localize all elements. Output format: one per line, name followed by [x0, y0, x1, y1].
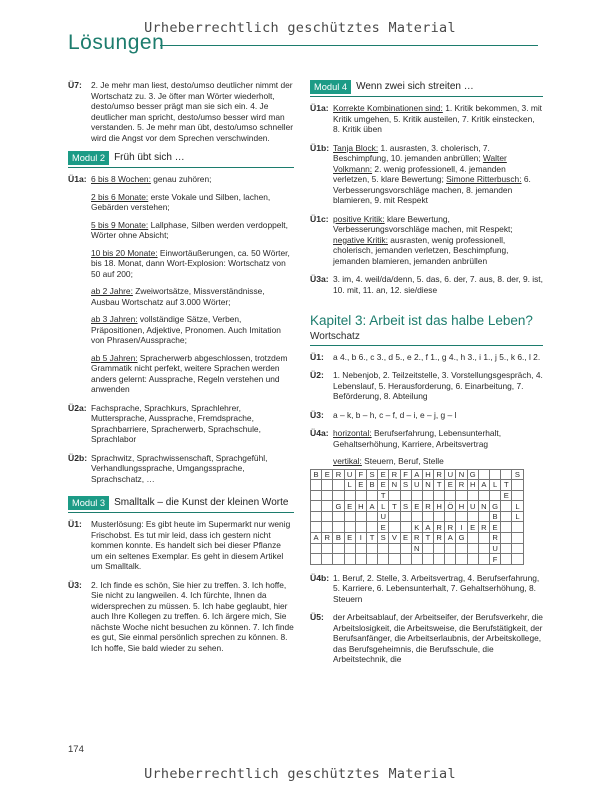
grid-cell — [411, 554, 422, 565]
grid-cell — [322, 543, 333, 554]
grid-cell — [478, 543, 489, 554]
grid-cell: Ö — [445, 501, 456, 512]
grid-cell — [478, 490, 489, 501]
grid-cell: R — [434, 522, 445, 533]
grid-cell — [467, 554, 478, 565]
exercise-u1a-left — [68, 174, 294, 395]
grid-cell: B — [311, 469, 322, 480]
grid-cell: K — [411, 522, 422, 533]
exercise-label: Ü1: — [68, 519, 82, 529]
stage-text: vollständige Sätze, Verben, Präpositionen, Adjektive, Pronomen. Auch Imitation von Phrasen/Aussprache; — [91, 314, 281, 345]
exercise-text: Fachsprache, Sprachkurs, Sprachlehrer, Muttersprache, Aussprache, Fremdsprache, Sprachbarriere, Spracherwerb, Sprachschule, Sprachlabor — [91, 402, 261, 444]
exercise-label: Ü2b: — [68, 452, 88, 463]
grid-cell — [478, 533, 489, 544]
grid-cell — [422, 543, 433, 554]
grid-cell: H — [355, 501, 366, 512]
exercise-u1-left — [68, 519, 294, 572]
grid-cell — [445, 543, 456, 554]
exercise-label: Ü3a: — [310, 274, 329, 284]
grid-cell — [512, 543, 523, 554]
exercise-label: Ü3: — [310, 409, 324, 420]
grid-cell — [478, 469, 489, 480]
answer-text: 1. ausrasten, 3. cholerisch, 7. Beschimpfung, 10. jemanden anbrüllen; — [333, 142, 490, 163]
modul-badge: Modul 4 — [310, 80, 351, 94]
grid-cell: N — [478, 501, 489, 512]
grid-cell: U — [467, 501, 478, 512]
exercise-text: 2. Je mehr man liest, desto/umso deutlicher nimmt der Wortschatz zu. 3. Je öfter man Wörter wiederholt, desto/umso besser prägt man sie sich ein. 4. Je deutlicher man spricht, desto/umso besser wird man verstanden. 5. Je mehr man übt, desto/umso schneller wird die Angst vor dem Sprechen verschwinden. — [91, 80, 294, 143]
grid-cell: T — [378, 490, 389, 501]
grid-row — [311, 469, 524, 480]
modul-badge: Modul 2 — [68, 151, 109, 165]
exercise-w-u2 — [310, 370, 543, 402]
stage-item — [91, 286, 294, 307]
grid-cell — [344, 522, 355, 533]
stage-head: 6 bis 8 Wochen: — [91, 174, 151, 184]
grid-cell — [467, 490, 478, 501]
exercise-w-u4b — [310, 573, 543, 605]
grid-cell: T — [434, 480, 445, 491]
grid-cell — [344, 511, 355, 522]
grid-cell: L — [490, 480, 501, 491]
grid-cell: I — [355, 533, 366, 544]
exercise-text: der Arbeitsablauf, der Arbeitseifer, der Berufsverkehr, die Arbeitslosigkeit, die Arbeitsweise, die Berufstätigkeit, der Berufsanfänger, die Arbeitserlaubnis, der Arbeitskollege, das Berufsgeheimnis, die Berufsschule, die Arbeitstechnik, die — [333, 612, 543, 665]
grid-cell: S — [366, 469, 377, 480]
grid-row — [311, 480, 524, 491]
grid-cell: A — [411, 469, 422, 480]
grid-cell: U — [445, 469, 456, 480]
exercise-label: Ü2: — [310, 370, 324, 380]
stage-text: Einwortäußerungen, ca. 50 Wörter, bis 18. Monat, dann Wort-Explosion: Wortschatz von 50 auf 200; — [91, 247, 290, 279]
grid-cell: R — [322, 533, 333, 544]
grid-cell: A — [366, 501, 377, 512]
grid-cell: R — [434, 533, 445, 544]
exercise-w-u1 — [310, 352, 543, 363]
grid-cell: A — [422, 522, 433, 533]
grid-cell — [478, 511, 489, 522]
stage-text: erste Vokale und Silben, lachen, Gebärden verstehen; — [91, 191, 271, 212]
page-number: 174 — [68, 744, 84, 755]
grid-cell — [378, 554, 389, 565]
exercise-body — [333, 428, 543, 467]
chapter-title: Kapitel 3: Arbeit ist das halbe Leben? — [310, 313, 533, 328]
grid-cell: L — [512, 511, 523, 522]
grid-cell: U — [411, 480, 422, 491]
answer-text: 1. Kritik bekommen, 3. mit Kritik umgehen, 5. Kritik austeilen, 7. Kritik einstecken, 8. Kritik üben — [333, 103, 543, 134]
stage-head: ab 5 Jahren: — [91, 352, 138, 363]
grid-cell — [333, 554, 344, 565]
grid-cell — [311, 490, 322, 501]
grid-cell — [400, 522, 411, 533]
grid-cell: U — [344, 469, 355, 480]
stage-head: 2 bis 6 Monate: — [91, 191, 149, 202]
exercise-label: Ü1c: — [310, 213, 329, 224]
grid-cell — [501, 511, 512, 522]
grid-cell — [445, 554, 456, 565]
grid-cell — [445, 490, 456, 501]
grid-cell — [456, 554, 467, 565]
grid-cell — [366, 522, 377, 533]
grid-cell — [378, 543, 389, 554]
grid-cell: N — [456, 469, 467, 480]
grid-cell: B — [366, 480, 377, 491]
grid-cell: R — [333, 469, 344, 480]
grid-cell: G — [490, 501, 501, 512]
exercise-text: 1. Nebenjob, 2. Teilzeitstelle, 3. Vorstellungsgespräch, 4. Lebenslauf, 5. Herausforderung, 6. Einarbeitung, 7. Beförderung, 8. Abteilung — [333, 370, 543, 401]
exercise-body — [333, 214, 543, 267]
grid-cell: L — [344, 480, 355, 491]
grid-cell — [355, 522, 366, 533]
modul-3-heading — [68, 496, 294, 513]
exercise-u2b — [68, 453, 294, 485]
page-header — [68, 31, 538, 61]
grid-row — [311, 522, 524, 533]
exercise-text: 3. im, 4. weil/da/denn, 5. das, 6. der, 7. aus, 8. der, 9. ist, 10. mit, 11. an, 12. sie/diese — [333, 274, 543, 295]
grid-cell — [400, 543, 411, 554]
exercise-label: Ü5: — [310, 612, 324, 623]
grid-cell: F — [490, 554, 501, 565]
exercise-text: Musterlösung: Es gibt heute im Supermarkt nur wenig Frischobst. Es tut mir leid, dass ich gestern nicht kommen konnte. Es handelt sich bei dieser Pflanze um ein seltenes Exemplar. Es geht in diesem Artikel um Smalltalk. — [91, 519, 291, 571]
word-search-grid — [310, 469, 524, 565]
exercise-label: Ü1a: — [68, 174, 87, 184]
grid-cell — [333, 480, 344, 491]
grid-cell: E — [400, 533, 411, 544]
grid-cell: G — [467, 469, 478, 480]
grid-cell: T — [389, 501, 400, 512]
grid-cell — [311, 522, 322, 533]
grid-cell — [389, 522, 400, 533]
answer-head: Tanja Block: — [333, 142, 379, 153]
grid-cell: U — [378, 511, 389, 522]
stage-item — [91, 220, 294, 241]
grid-cell — [467, 543, 478, 554]
grid-cell — [501, 522, 512, 533]
grid-row — [311, 543, 524, 554]
grid-cell — [311, 554, 322, 565]
modul-badge: Modul 3 — [68, 496, 109, 510]
grid-cell — [311, 501, 322, 512]
stage-text: Zweiwortsätze, Missverständnisse, Ausbau Wortschatz auf 3.000 Wörter; — [91, 286, 265, 307]
grid-cell: T — [366, 533, 377, 544]
grid-cell — [501, 554, 512, 565]
exercise-w-u4a — [310, 428, 543, 467]
grid-cell: L — [512, 501, 523, 512]
grid-cell — [322, 501, 333, 512]
vertical-answers — [333, 456, 543, 467]
grid-row — [311, 490, 524, 501]
exercise-label: Ü4a: — [310, 428, 329, 438]
grid-cell: E — [411, 501, 422, 512]
grid-cell — [311, 511, 322, 522]
grid-cell — [467, 533, 478, 544]
grid-cell — [366, 543, 377, 554]
grid-row — [311, 533, 524, 544]
grid-cell: H — [467, 480, 478, 491]
grid-cell: E — [490, 522, 501, 533]
grid-cell — [322, 522, 333, 533]
grid-cell — [389, 511, 400, 522]
grid-cell — [422, 490, 433, 501]
grid-cell — [322, 490, 333, 501]
watermark-bottom: Urheberrechtlich geschütztes Material — [144, 766, 456, 782]
grid-cell: I — [456, 522, 467, 533]
grid-cell — [366, 554, 377, 565]
answer-text: 6. Verbesserungsvorschläge machen, 8. jemanden blamieren, 9. mit Respekt — [333, 174, 531, 205]
grid-row — [311, 511, 524, 522]
left-column — [68, 80, 294, 661]
grid-cell — [355, 490, 366, 501]
grid-cell: A — [311, 533, 322, 544]
grid-cell: B — [333, 533, 344, 544]
exercise-label: Ü1a: — [310, 103, 329, 113]
stage-item — [91, 248, 294, 280]
exercise-label: Ü2a: — [68, 402, 87, 413]
grid-cell — [512, 480, 523, 491]
answer-text: 2. wenig professionell, 4. jemanden verletzen, 5. klare Bewertung; — [333, 163, 506, 184]
exercise-label: Ü1: — [310, 351, 324, 362]
grid-cell: R — [445, 522, 456, 533]
grid-cell: U — [490, 543, 501, 554]
answer-text: klare Bewertung, Verbesserungsvorschläge machen, mit Respekt; — [333, 213, 513, 234]
grid-cell: R — [389, 469, 400, 480]
exercise-u7 — [68, 80, 294, 143]
grid-cell — [478, 554, 489, 565]
exercise-u2a — [68, 403, 294, 445]
grid-cell — [333, 543, 344, 554]
grid-cell: E — [378, 469, 389, 480]
grid-cell: N — [422, 480, 433, 491]
stage-item — [91, 353, 294, 395]
grid-cell: E — [467, 522, 478, 533]
stage-head: 10 bis 20 Monate: — [91, 247, 158, 258]
grid-cell — [333, 511, 344, 522]
answer-text: Berufserfahrung, Lebensunterhalt, Gehaltserhöhung, Karriere, Arbeitsvertrag — [333, 428, 502, 449]
grid-cell — [467, 511, 478, 522]
stage-head: ab 3 Jahren: — [91, 314, 138, 324]
stage-item — [91, 174, 294, 185]
grid-cell: E — [322, 469, 333, 480]
grid-cell: R — [456, 480, 467, 491]
grid-cell: S — [400, 501, 411, 512]
grid-cell — [322, 511, 333, 522]
modul-2-heading — [68, 151, 294, 168]
exercise-label: Ü1b: — [310, 142, 330, 153]
grid-cell — [434, 554, 445, 565]
grid-cell: R — [411, 533, 422, 544]
grid-cell: T — [422, 533, 433, 544]
grid-cell: G — [456, 533, 467, 544]
modul-4-heading — [310, 80, 543, 97]
grid-cell — [512, 533, 523, 544]
grid-cell — [400, 554, 411, 565]
grid-cell: R — [422, 501, 433, 512]
grid-cell — [366, 490, 377, 501]
stage-text: genau zuhören; — [150, 174, 212, 184]
answer-head: Korrekte Kombinationen sind: — [333, 103, 443, 113]
modul-title: Smalltalk – die Kunst der kleinen Worte — [114, 497, 289, 508]
grid-cell — [333, 490, 344, 501]
grid-cell — [434, 543, 445, 554]
exercise-u1b — [310, 143, 543, 206]
exercise-text: Sprachwitz, Sprachwissenschaft, Sprachgefühl, Verhandlungssprache, Umgangssprache, Sprachschatz, … — [91, 452, 268, 484]
grid-cell — [311, 543, 322, 554]
exercise-u1a-right — [310, 103, 543, 135]
grid-cell: S — [378, 533, 389, 544]
grid-cell: E — [344, 501, 355, 512]
grid-cell — [311, 480, 322, 491]
grid-cell: F — [400, 469, 411, 480]
grid-cell: A — [478, 480, 489, 491]
exercise-w-u3 — [310, 410, 543, 421]
grid-cell — [333, 522, 344, 533]
modul-title: Früh übt sich … — [114, 152, 185, 163]
exercise-text: 2. Ich finde es schön, Sie hier zu treffen. 3. Ich hoffe, Sie nicht zu langweilen. 4. Ich fürchte, Ihnen da widersprechen zu müssen. 5. Ich habe geglaubt, hier auch Ihre Kollegen zu treffen. 6. Ich ärgere mich, Sie nächste Woche nicht besuchen zu können. 7. Ich finde es gut, Sie einmal persönlich sprechen zu können. 8. Ich hoffe, Sie bald wieder zu sehen. — [91, 579, 294, 653]
answer-head: horizontal: — [333, 428, 372, 438]
grid-cell — [389, 554, 400, 565]
answer-text: ausrasten, wenig professionell, cholerisch, jemanden verletzen, Beschimpfung, jemanden blamieren, jemanden anbrüllen — [333, 234, 509, 266]
grid-cell — [512, 522, 523, 533]
grid-cell — [434, 490, 445, 501]
modul-title: Wenn zwei sich streiten … — [356, 81, 474, 92]
exercise-label: Ü3: — [68, 579, 82, 590]
stage-head: ab 2 Jahre: — [91, 286, 133, 296]
grid-cell — [344, 490, 355, 501]
grid-row — [311, 501, 524, 512]
grid-cell: A — [445, 533, 456, 544]
exercise-label: Ü7: — [68, 80, 82, 90]
grid-cell: N — [411, 543, 422, 554]
grid-cell — [501, 533, 512, 544]
section-heading: Wortschatz — [310, 332, 543, 346]
grid-cell: E — [344, 533, 355, 544]
grid-cell — [411, 511, 422, 522]
grid-cell — [355, 543, 366, 554]
exercise-label: Ü4b: — [310, 572, 330, 583]
grid-cell: H — [456, 501, 467, 512]
grid-cell: H — [422, 469, 433, 480]
stage-text: Spracherwerb abgeschlossen, trotzdem Grammatik nicht perfekt, weitere Sprachen werden anders gelernt: Aussprache, Regeln verstehen und anwenden — [91, 352, 288, 394]
grid-cell: E — [355, 480, 366, 491]
grid-cell — [355, 554, 366, 565]
grid-cell: F — [355, 469, 366, 480]
grid-cell — [400, 511, 411, 522]
grid-cell: E — [378, 522, 389, 533]
grid-cell — [456, 490, 467, 501]
grid-cell: E — [378, 480, 389, 491]
stage-head: 5 bis 9 Monate: — [91, 219, 149, 230]
answer-head: Walter Volkmann: — [333, 153, 507, 174]
grid-cell — [456, 543, 467, 554]
grid-cell — [501, 543, 512, 554]
exercise-w-u5 — [310, 612, 543, 665]
grid-cell: E — [445, 480, 456, 491]
answer-head: positive Kritik: — [333, 213, 385, 224]
grid-cell — [322, 480, 333, 491]
exercise-body — [91, 174, 294, 395]
answer-head: Simone Ritterbusch: — [446, 174, 522, 184]
exercise-text: a 4., b 6., c 3., d 5., e 2., f 1., g 4., h 3., i 1., j 5., k 6., l 2. — [333, 351, 541, 362]
exercise-body — [333, 143, 543, 206]
grid-cell — [434, 511, 445, 522]
grid-cell — [400, 490, 411, 501]
answer-text: Steuern, Beruf, Stelle — [361, 456, 444, 466]
exercise-body — [333, 103, 543, 135]
exercise-u3a — [310, 274, 543, 295]
grid-cell — [512, 490, 523, 501]
grid-cell — [490, 490, 501, 501]
exercise-text: 1. Beruf, 2. Stelle, 3. Arbeitsvertrag, 4. Berufserfahrung, 5. Karriere, 6. Lebensunterhalt, 7. Gehaltserhöhung, 8. Steuern — [333, 572, 540, 604]
answer-head: vertikal: — [333, 456, 362, 466]
grid-cell — [445, 511, 456, 522]
grid-cell: E — [501, 490, 512, 501]
grid-cell: R — [490, 533, 501, 544]
grid-cell: B — [490, 511, 501, 522]
grid-cell — [355, 511, 366, 522]
grid-cell — [389, 543, 400, 554]
stage-item — [91, 192, 294, 213]
grid-cell — [512, 554, 523, 565]
page-title: Lösungen — [68, 31, 165, 54]
exercise-text: a – k, b – h, c – f, d – i, e – j, g – l — [333, 409, 457, 420]
grid-cell: L — [378, 501, 389, 512]
grid-cell: S — [512, 469, 523, 480]
grid-cell — [366, 511, 377, 522]
grid-cell: S — [400, 480, 411, 491]
grid-cell: R — [434, 469, 445, 480]
grid-cell — [456, 511, 467, 522]
grid-cell: N — [389, 480, 400, 491]
right-column — [310, 80, 543, 673]
grid-cell — [422, 554, 433, 565]
grid-cell — [490, 469, 501, 480]
grid-cell — [411, 490, 422, 501]
grid-cell: G — [333, 501, 344, 512]
grid-cell — [344, 554, 355, 565]
exercise-u1c — [310, 214, 543, 267]
grid-row — [311, 554, 524, 565]
grid-cell — [501, 469, 512, 480]
exercise-u3-left — [68, 580, 294, 654]
grid-cell — [344, 543, 355, 554]
watermark-top: Urheberrechtlich geschütztes Material — [144, 20, 456, 36]
grid-cell — [422, 511, 433, 522]
stage-text: Lallphase, Silben werden verdoppelt, Wörter ohne Absicht; — [91, 219, 288, 240]
header-rule — [160, 45, 538, 46]
grid-cell — [322, 554, 333, 565]
grid-cell — [501, 501, 512, 512]
grid-cell: H — [434, 501, 445, 512]
horizontal-answers — [333, 428, 543, 449]
grid-cell: V — [389, 533, 400, 544]
grid-cell — [389, 490, 400, 501]
grid-cell: T — [501, 480, 512, 491]
grid-cell: R — [478, 522, 489, 533]
stage-item — [91, 314, 294, 346]
answer-head: negative Kritik: — [333, 234, 388, 245]
